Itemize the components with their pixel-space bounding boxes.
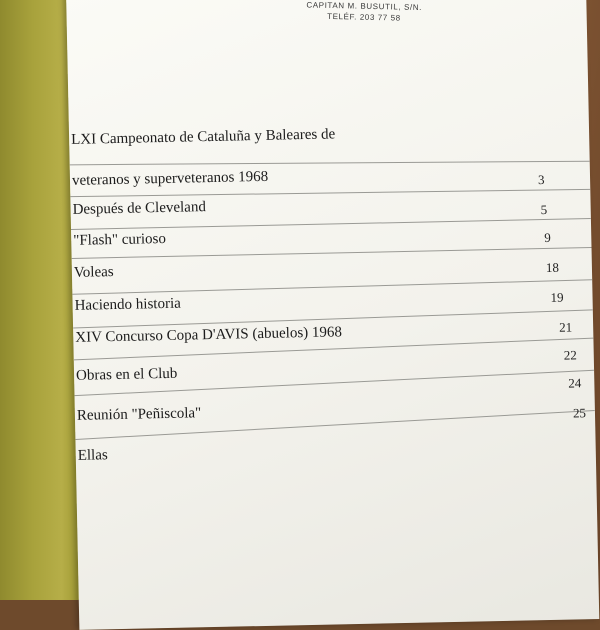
letterhead: [306, 0, 422, 24]
toc-entry-page: 22: [563, 347, 577, 363]
toc-entry-title: Haciendo historia: [74, 295, 181, 314]
document-page: [66, 0, 599, 630]
toc-entry-page: 5: [540, 201, 548, 218]
toc-entry-title: XIV Concurso Copa D'AVIS (abuelos) 1968: [75, 324, 343, 346]
toc-entry-page: 25: [572, 405, 587, 421]
toc-entry-page: 24: [568, 375, 582, 391]
toc-divider: [70, 189, 590, 197]
toc-entry-page: 9: [544, 229, 551, 246]
toc-divider: [72, 247, 592, 259]
letterhead-line-3: TELÉF. 203 77 58: [327, 11, 401, 23]
toc-entry-title: veteranos y superveteranos 1968: [71, 168, 269, 189]
toc-entry-page: 19: [550, 289, 564, 305]
toc-entry-page: 18: [545, 259, 560, 276]
toc-divider: [72, 279, 592, 295]
toc-entry-title: "Flash" curioso: [73, 230, 167, 249]
toc-divider: [71, 218, 591, 230]
toc-entry-title: Voleas: [73, 264, 114, 281]
toc-entry-title: LXI Campeonato de Cataluña y Baleares de: [70, 126, 336, 148]
toc-entry-title: Obras en el Club: [75, 365, 178, 384]
letterhead-line-2: CAPITAN M. BUSUTIL, S/N.: [306, 0, 423, 13]
toc-entry-page: 21: [559, 319, 573, 335]
toc-entry-title: Reunión "Peñiscola": [76, 405, 202, 424]
toc-entry-page: 3: [537, 172, 545, 188]
toc-entry-title: Después de Cleveland: [72, 199, 207, 218]
toc-divider: [70, 161, 590, 166]
toc-entry-title: Ellas: [77, 447, 108, 464]
